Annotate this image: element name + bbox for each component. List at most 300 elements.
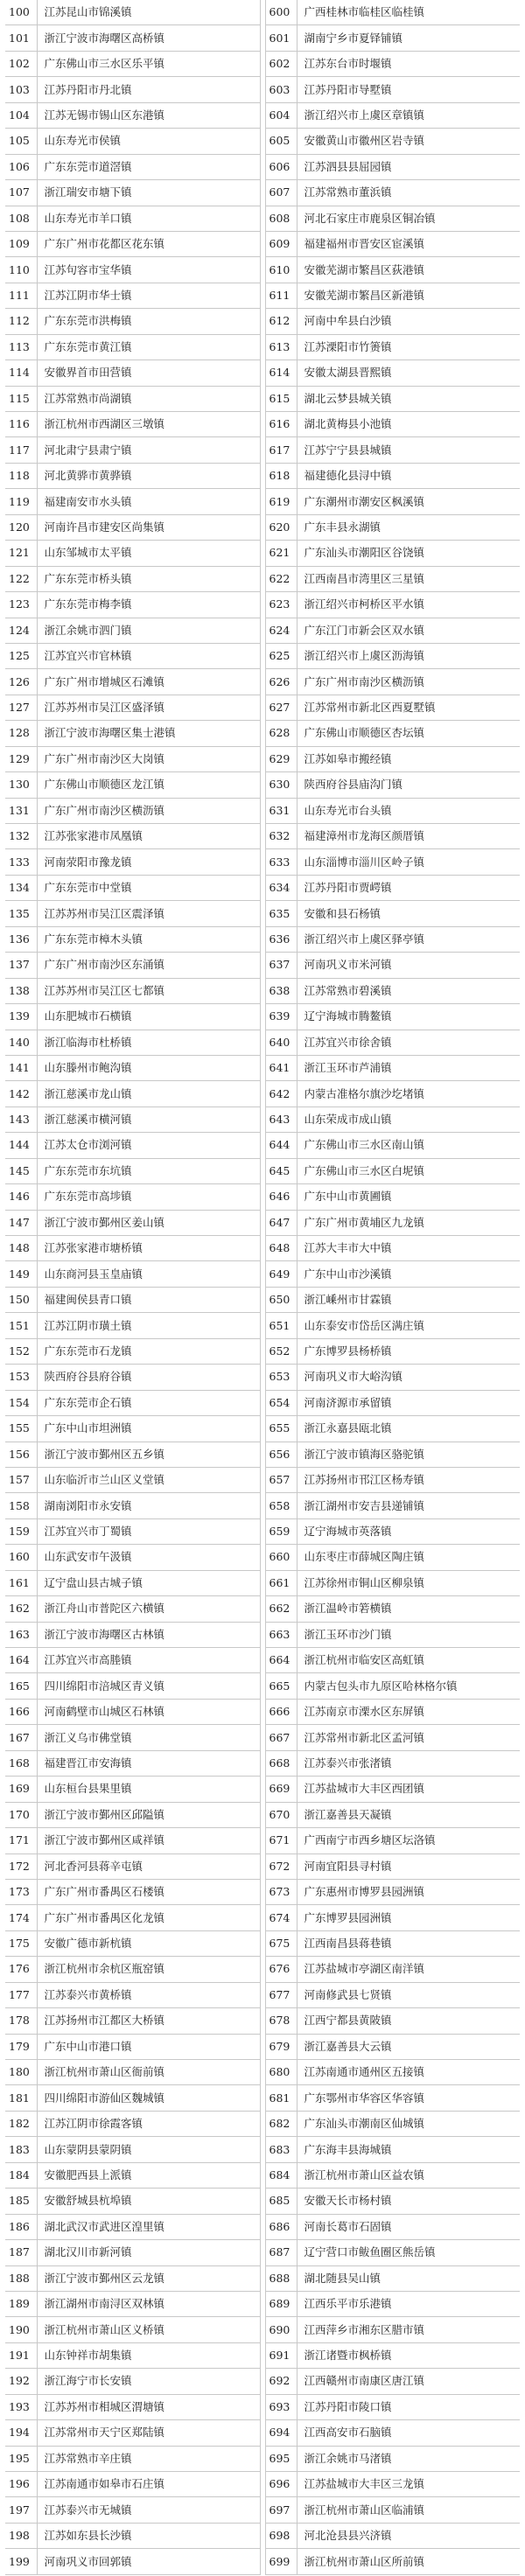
left-rank-cell: 178 xyxy=(5,2008,37,2034)
left-rank-cell: 114 xyxy=(5,360,37,386)
left-rank-cell: 158 xyxy=(5,1493,37,1518)
left-rank-cell: 173 xyxy=(5,1879,37,1904)
table-row xyxy=(5,669,520,695)
left-town-name-cell: 广东东莞市梅李镇 xyxy=(37,592,260,618)
right-town-name-cell: 河南宜阳县寻村镇 xyxy=(297,1853,520,1879)
left-rank-cell: 131 xyxy=(5,798,37,823)
right-town-name-cell: 安徽芜湖市繁昌区新港镇 xyxy=(297,283,520,308)
left-rank-cell: 138 xyxy=(5,978,37,1003)
table-row xyxy=(5,1622,520,1647)
table-row xyxy=(5,463,520,488)
left-town-name-cell: 广东广州市南沙区东涌镇 xyxy=(37,953,260,978)
left-rank-cell: 194 xyxy=(5,2420,37,2446)
right-rank-cell: 644 xyxy=(265,1133,297,1158)
table-row xyxy=(5,1210,520,1235)
left-town-name-cell: 江苏张家港市塘桥镇 xyxy=(37,1236,260,1261)
table-row xyxy=(5,798,520,823)
table-row xyxy=(5,334,520,360)
right-rank-cell: 641 xyxy=(265,1055,297,1080)
right-town-name-cell: 安徽和县石杨镇 xyxy=(297,901,520,926)
table-row xyxy=(5,386,520,411)
right-town-name-cell: 辽宁海城市腾鳌镇 xyxy=(297,1004,520,1030)
left-town-name-cell: 浙江宁波市鄞州区邱隘镇 xyxy=(37,1802,260,1827)
right-town-name-cell: 广东广州市南沙区横沥镇 xyxy=(297,669,520,695)
left-rank-cell: 163 xyxy=(5,1622,37,1647)
table-row xyxy=(5,926,520,952)
right-rank-cell: 616 xyxy=(265,412,297,437)
right-rank-cell: 678 xyxy=(265,2008,297,2034)
right-town-name-cell: 广东广州市黄埔区九龙镇 xyxy=(297,1210,520,1235)
left-rank-cell: 185 xyxy=(5,2189,37,2214)
left-rank-cell: 109 xyxy=(5,231,37,256)
left-town-name-cell: 广东广州市增城区石滩镇 xyxy=(37,669,260,695)
right-town-name-cell: 山东泰安市岱岳区满庄镇 xyxy=(297,1313,520,1338)
right-town-name-cell: 陕西府谷县庙沟门镇 xyxy=(297,772,520,798)
right-rank-cell: 625 xyxy=(265,643,297,668)
table-row xyxy=(5,2342,520,2368)
right-rank-cell: 600 xyxy=(265,0,297,25)
table-row xyxy=(5,1365,520,1390)
left-town-name-cell: 浙江海宁市长安镇 xyxy=(37,2369,260,2394)
right-town-name-cell: 江苏泗县县屈园镇 xyxy=(297,154,520,179)
right-town-name-cell: 浙江绍兴市上虞区沥海镇 xyxy=(297,643,520,668)
right-town-name-cell: 山东寿光市台头镇 xyxy=(297,798,520,823)
right-rank-cell: 640 xyxy=(265,1030,297,1055)
right-rank-cell: 606 xyxy=(265,154,297,179)
right-rank-cell: 664 xyxy=(265,1648,297,1673)
right-rank-cell: 603 xyxy=(265,77,297,102)
table-row xyxy=(5,2008,520,2034)
right-town-name-cell: 湖北黄梅县小池镇 xyxy=(297,412,520,437)
right-town-name-cell: 江西宁都县黄陂镇 xyxy=(297,2008,520,2034)
left-rank-cell: 174 xyxy=(5,1905,37,1930)
table-row xyxy=(5,1518,520,1544)
left-town-name-cell: 江苏宜兴市高塍镇 xyxy=(37,1648,260,1673)
left-town-name-cell: 江苏常州市天宁区郑陆镇 xyxy=(37,2420,260,2446)
left-town-name-cell: 浙江瑞安市塘下镇 xyxy=(37,180,260,206)
right-rank-cell: 671 xyxy=(265,1828,297,1853)
left-town-name-cell: 河北肃宁县肃宁镇 xyxy=(37,437,260,463)
right-town-name-cell: 江苏宜兴市徐舍镇 xyxy=(297,1030,520,1055)
table-row xyxy=(5,875,520,900)
right-town-name-cell: 江苏盐城市大丰区三龙镇 xyxy=(297,2472,520,2497)
right-rank-cell: 624 xyxy=(265,618,297,643)
table-row xyxy=(5,901,520,926)
town-ranking-table xyxy=(5,0,520,2575)
right-town-name-cell: 广西南宁市西乡塘区坛洛镇 xyxy=(297,1828,520,1853)
table-row xyxy=(5,695,520,720)
right-rank-cell: 683 xyxy=(265,2137,297,2162)
right-town-name-cell: 安徽太湖县晋熙镇 xyxy=(297,360,520,386)
left-rank-cell: 107 xyxy=(5,180,37,206)
table-row xyxy=(5,2189,520,2214)
right-rank-cell: 621 xyxy=(265,541,297,566)
left-rank-cell: 171 xyxy=(5,1828,37,1853)
left-town-name-cell: 江苏句容市宝华镇 xyxy=(37,257,260,283)
table-row xyxy=(5,412,520,437)
left-town-name-cell: 浙江宁波市海曙区集士港镇 xyxy=(37,721,260,746)
right-rank-cell: 610 xyxy=(265,257,297,283)
left-town-name-cell: 江苏江阴市徐霞客镇 xyxy=(37,2111,260,2136)
left-town-name-cell: 河北黄骅市黄骅镇 xyxy=(37,463,260,488)
right-town-name-cell: 江苏丹阳市导墅镇 xyxy=(297,77,520,102)
right-rank-cell: 638 xyxy=(265,978,297,1003)
right-town-name-cell: 湖南宁乡市夏铎铺镇 xyxy=(297,25,520,51)
left-town-name-cell: 山东邹城市太平镇 xyxy=(37,541,260,566)
left-rank-cell: 182 xyxy=(5,2111,37,2136)
left-town-name-cell: 湖南浏阳市永安镇 xyxy=(37,1493,260,1518)
left-rank-cell: 161 xyxy=(5,1570,37,1595)
right-town-name-cell: 浙江玉环市芦浦镇 xyxy=(297,1055,520,1080)
left-rank-cell: 168 xyxy=(5,1750,37,1776)
right-rank-cell: 659 xyxy=(265,1518,297,1544)
right-town-name-cell: 江苏丹阳市贾崿镇 xyxy=(297,875,520,900)
right-town-name-cell: 河南修武县七贤镇 xyxy=(297,1982,520,2007)
table-row xyxy=(5,1725,520,1750)
left-rank-cell: 175 xyxy=(5,1930,37,1956)
right-rank-cell: 654 xyxy=(265,1390,297,1415)
table-row xyxy=(5,1828,520,1853)
left-town-name-cell: 广东佛山市顺德区龙江镇 xyxy=(37,772,260,798)
left-rank-cell: 121 xyxy=(5,541,37,566)
table-row xyxy=(5,1081,520,1106)
right-town-name-cell: 浙江绍兴市柯桥区平水镇 xyxy=(297,592,520,618)
right-town-name-cell: 河北沧县县兴济镇 xyxy=(297,2523,520,2548)
left-town-name-cell: 江苏宜兴市官林镇 xyxy=(37,643,260,668)
right-rank-cell: 689 xyxy=(265,2291,297,2316)
left-rank-cell: 108 xyxy=(5,206,37,231)
left-town-name-cell: 江苏江阴市华士镇 xyxy=(37,283,260,308)
left-town-name-cell: 安徽肥西县上派镇 xyxy=(37,2162,260,2188)
right-rank-cell: 676 xyxy=(265,1957,297,1982)
left-town-name-cell: 河南荥阳市豫龙镇 xyxy=(37,849,260,875)
right-town-name-cell: 江苏盐城市亭湖区南洋镇 xyxy=(297,1957,520,1982)
left-town-name-cell: 广东东莞市石龙镇 xyxy=(37,1338,260,1364)
left-town-name-cell: 浙江宁波市海曙区高桥镇 xyxy=(37,25,260,51)
right-rank-cell: 666 xyxy=(265,1699,297,1724)
right-rank-cell: 653 xyxy=(265,1365,297,1390)
right-rank-cell: 618 xyxy=(265,463,297,488)
table-row xyxy=(5,1416,520,1442)
right-rank-cell: 677 xyxy=(265,1982,297,2007)
right-rank-cell: 680 xyxy=(265,2060,297,2085)
table-row xyxy=(5,2420,520,2446)
left-town-name-cell: 浙江宁波市海曙区古林镇 xyxy=(37,1622,260,1647)
left-rank-cell: 117 xyxy=(5,437,37,463)
table-row xyxy=(5,360,520,386)
left-town-name-cell: 江苏无锡市锡山区东港镇 xyxy=(37,102,260,128)
right-town-name-cell: 广东汕头市潮南区仙城镇 xyxy=(297,2111,520,2136)
right-town-name-cell: 河南济源市承留镇 xyxy=(297,1390,520,1415)
right-town-name-cell: 江西高安市石脑镇 xyxy=(297,2420,520,2446)
right-town-name-cell: 山东荣成市成山镇 xyxy=(297,1106,520,1132)
right-rank-cell: 699 xyxy=(265,2549,297,2574)
left-town-name-cell: 福建闽侯县青口镇 xyxy=(37,1287,260,1312)
right-rank-cell: 637 xyxy=(265,953,297,978)
table-row xyxy=(5,514,520,540)
left-town-name-cell: 四川绵阳市涪城区青义镇 xyxy=(37,1673,260,1699)
right-town-name-cell: 浙江嵊州市甘霖镇 xyxy=(297,1287,520,1312)
table-row xyxy=(5,541,520,566)
right-town-name-cell: 广东汕头市潮阳区谷饶镇 xyxy=(297,541,520,566)
right-rank-cell: 650 xyxy=(265,1287,297,1312)
right-town-name-cell: 江苏常熟市董浜镇 xyxy=(297,180,520,206)
left-rank-cell: 160 xyxy=(5,1545,37,1570)
right-rank-cell: 642 xyxy=(265,1081,297,1106)
right-rank-cell: 655 xyxy=(265,1416,297,1442)
left-town-name-cell: 浙江宁波市鄞州区咸祥镇 xyxy=(37,1828,260,1853)
right-town-name-cell: 江苏徐州市铜山区柳泉镇 xyxy=(297,1570,520,1595)
left-town-name-cell: 浙江杭州市萧山区义桥镇 xyxy=(37,2317,260,2342)
table-row xyxy=(5,824,520,849)
left-town-name-cell: 湖北武汉市武进区湟里镇 xyxy=(37,2214,260,2239)
right-rank-cell: 617 xyxy=(265,437,297,463)
right-town-name-cell: 广东丰县永湖镇 xyxy=(297,514,520,540)
left-rank-cell: 176 xyxy=(5,1957,37,1982)
left-rank-cell: 193 xyxy=(5,2394,37,2419)
table-row xyxy=(5,2111,520,2136)
left-rank-cell: 162 xyxy=(5,1596,37,1622)
left-town-name-cell: 江苏苏州市吴江区七都镇 xyxy=(37,978,260,1003)
table-row xyxy=(5,1004,520,1030)
left-rank-cell: 187 xyxy=(5,2240,37,2265)
left-town-name-cell: 山东钟祥市胡集镇 xyxy=(37,2342,260,2368)
left-town-name-cell: 山东武安市午汲镇 xyxy=(37,1545,260,1570)
right-town-name-cell: 浙江杭州市萧山区临浦镇 xyxy=(297,2497,520,2523)
table-row xyxy=(5,206,520,231)
left-town-name-cell: 浙江杭州市萧山区衙前镇 xyxy=(37,2060,260,2085)
left-town-name-cell: 江苏宜兴市丁蜀镇 xyxy=(37,1518,260,1544)
table-row xyxy=(5,746,520,771)
left-town-name-cell: 广东东莞市中堂镇 xyxy=(37,875,260,900)
left-town-name-cell: 江苏常熟市尚湖镇 xyxy=(37,386,260,411)
table-row xyxy=(5,437,520,463)
left-town-name-cell: 广东广州市番禺区化龙镇 xyxy=(37,1905,260,1930)
left-town-name-cell: 广东广州市南沙区横沥镇 xyxy=(37,798,260,823)
right-rank-cell: 660 xyxy=(265,1545,297,1570)
left-town-name-cell: 江苏苏州市吴江区震泽镇 xyxy=(37,901,260,926)
left-town-name-cell: 江苏太仓市浏河镇 xyxy=(37,1133,260,1158)
left-rank-cell: 105 xyxy=(5,129,37,154)
right-rank-cell: 632 xyxy=(265,824,297,849)
right-rank-cell: 633 xyxy=(265,849,297,875)
right-rank-cell: 604 xyxy=(265,102,297,128)
left-rank-cell: 146 xyxy=(5,1184,37,1210)
right-town-name-cell: 浙江诸暨市枫桥镇 xyxy=(297,2342,520,2368)
left-rank-cell: 145 xyxy=(5,1158,37,1183)
right-rank-cell: 630 xyxy=(265,772,297,798)
table-row xyxy=(5,2394,520,2419)
right-town-name-cell: 浙江湖州市安吉县递铺镇 xyxy=(297,1493,520,1518)
right-rank-cell: 629 xyxy=(265,746,297,771)
right-rank-cell: 628 xyxy=(265,721,297,746)
left-town-name-cell: 山东滕州市鲍沟镇 xyxy=(37,1055,260,1080)
left-rank-cell: 151 xyxy=(5,1313,37,1338)
right-rank-cell: 622 xyxy=(265,566,297,591)
table-row xyxy=(5,618,520,643)
table-row xyxy=(5,2060,520,2085)
left-rank-cell: 148 xyxy=(5,1236,37,1261)
right-town-name-cell: 广东海丰县海城镇 xyxy=(297,2137,520,2162)
right-rank-cell: 631 xyxy=(265,798,297,823)
left-rank-cell: 123 xyxy=(5,592,37,618)
right-town-name-cell: 浙江杭州市萧山区益农镇 xyxy=(297,2162,520,2188)
right-rank-cell: 665 xyxy=(265,1673,297,1699)
left-town-name-cell: 浙江杭州市西湖区三墩镇 xyxy=(37,412,260,437)
right-town-name-cell: 河南巩义市米河镇 xyxy=(297,953,520,978)
left-rank-cell: 172 xyxy=(5,1853,37,1879)
right-rank-cell: 672 xyxy=(265,1853,297,1879)
right-town-name-cell: 山东淄博市淄川区岭子镇 xyxy=(297,849,520,875)
table-row xyxy=(5,978,520,1003)
right-town-name-cell: 内蒙古准格尔旗沙圪堵镇 xyxy=(297,1081,520,1106)
table-row xyxy=(5,592,520,618)
right-rank-cell: 696 xyxy=(265,2472,297,2497)
left-rank-cell: 110 xyxy=(5,257,37,283)
left-rank-cell: 128 xyxy=(5,721,37,746)
right-town-name-cell: 浙江杭州市临安区高虹镇 xyxy=(297,1648,520,1673)
left-rank-cell: 150 xyxy=(5,1287,37,1312)
right-town-name-cell: 安徽芜湖市繁昌区荻港镇 xyxy=(297,257,520,283)
table-row xyxy=(5,1236,520,1261)
left-town-name-cell: 广东广州市番禺区石楼镇 xyxy=(37,1879,260,1904)
left-town-name-cell: 山东寿光市侯镇 xyxy=(37,129,260,154)
table-row xyxy=(5,772,520,798)
right-town-name-cell: 广东佛山市顺德区杏坛镇 xyxy=(297,721,520,746)
table-row xyxy=(5,2317,520,2342)
table-row xyxy=(5,1545,520,1570)
left-rank-cell: 184 xyxy=(5,2162,37,2188)
table-row xyxy=(5,1699,520,1724)
left-rank-cell: 144 xyxy=(5,1133,37,1158)
right-rank-cell: 693 xyxy=(265,2394,297,2419)
right-rank-cell: 652 xyxy=(265,1338,297,1364)
left-town-name-cell: 江苏泰兴市黄桥镇 xyxy=(37,1982,260,2007)
table-row xyxy=(5,1905,520,1930)
right-town-name-cell: 浙江玉环市沙门镇 xyxy=(297,1622,520,1647)
right-rank-cell: 661 xyxy=(265,1570,297,1595)
table-row xyxy=(5,1673,520,1699)
right-town-name-cell: 安徽天长市杨村镇 xyxy=(297,2189,520,2214)
right-town-name-cell: 江西乐平市乐港镇 xyxy=(297,2291,520,2316)
right-town-name-cell: 江苏丹阳市陵口镇 xyxy=(297,2394,520,2419)
right-town-name-cell: 广东惠州市博罗县园洲镇 xyxy=(297,1879,520,1904)
left-rank-cell: 132 xyxy=(5,824,37,849)
left-town-name-cell: 河南巩义市回郭镇 xyxy=(37,2549,260,2574)
left-rank-cell: 167 xyxy=(5,1725,37,1750)
left-town-name-cell: 广东中山市坦洲镇 xyxy=(37,1416,260,1442)
table-row xyxy=(5,2523,520,2548)
right-rank-cell: 619 xyxy=(265,489,297,514)
table-row xyxy=(5,51,520,76)
left-rank-cell: 164 xyxy=(5,1648,37,1673)
table-row xyxy=(5,2214,520,2239)
right-town-name-cell: 江苏盐城市大丰区西团镇 xyxy=(297,1777,520,1802)
right-rank-cell: 669 xyxy=(265,1777,297,1802)
table-row xyxy=(5,1158,520,1183)
right-town-name-cell: 江苏大丰市大中镇 xyxy=(297,1236,520,1261)
left-rank-cell: 189 xyxy=(5,2291,37,2316)
table-row xyxy=(5,566,520,591)
left-town-name-cell: 安徽界首市田营镇 xyxy=(37,360,260,386)
left-rank-cell: 116 xyxy=(5,412,37,437)
left-town-name-cell: 广东东莞市高埗镇 xyxy=(37,1184,260,1210)
right-town-name-cell: 浙江绍兴市上虞区驿亭镇 xyxy=(297,926,520,952)
left-town-name-cell: 广东东莞市黄江镇 xyxy=(37,334,260,360)
left-town-name-cell: 山东临沂市兰山区义堂镇 xyxy=(37,1467,260,1492)
right-rank-cell: 697 xyxy=(265,2497,297,2523)
table-row xyxy=(5,1467,520,1492)
right-rank-cell: 612 xyxy=(265,309,297,334)
right-rank-cell: 685 xyxy=(265,2189,297,2214)
right-rank-cell: 635 xyxy=(265,901,297,926)
table-row xyxy=(5,283,520,308)
right-rank-cell: 692 xyxy=(265,2369,297,2394)
left-rank-cell: 134 xyxy=(5,875,37,900)
right-town-name-cell: 浙江永嘉县瓯北镇 xyxy=(297,1416,520,1442)
left-rank-cell: 197 xyxy=(5,2497,37,2523)
right-rank-cell: 682 xyxy=(265,2111,297,2136)
right-rank-cell: 626 xyxy=(265,669,297,695)
right-rank-cell: 691 xyxy=(265,2342,297,2368)
left-rank-cell: 195 xyxy=(5,2446,37,2471)
left-town-name-cell: 浙江杭州市余杭区瓶窑镇 xyxy=(37,1957,260,1982)
right-rank-cell: 684 xyxy=(265,2162,297,2188)
right-town-name-cell: 湖北云梦县城关镇 xyxy=(297,386,520,411)
left-town-name-cell: 浙江临海市杜桥镇 xyxy=(37,1030,260,1055)
table-row xyxy=(5,1133,520,1158)
left-rank-cell: 101 xyxy=(5,25,37,51)
left-town-name-cell: 福建南安市水头镇 xyxy=(37,489,260,514)
left-rank-cell: 112 xyxy=(5,309,37,334)
right-town-name-cell: 安徽黄山市徽州区岩寺镇 xyxy=(297,129,520,154)
table-row xyxy=(5,2497,520,2523)
right-rank-cell: 657 xyxy=(265,1467,297,1492)
table-row xyxy=(5,1930,520,1956)
left-rank-cell: 139 xyxy=(5,1004,37,1030)
right-town-name-cell: 广西桂林市临桂区临桂镇 xyxy=(297,0,520,25)
left-town-name-cell: 江苏扬州市江都区大桥镇 xyxy=(37,2008,260,2034)
right-rank-cell: 615 xyxy=(265,386,297,411)
right-town-name-cell: 河南中牟县白沙镇 xyxy=(297,309,520,334)
right-town-name-cell: 江苏如皋市搬经镇 xyxy=(297,746,520,771)
table-row xyxy=(5,1055,520,1080)
right-town-name-cell: 广东鄂州市华容区华容镇 xyxy=(297,2085,520,2111)
left-rank-cell: 192 xyxy=(5,2369,37,2394)
left-town-name-cell: 广东广州市南沙区大岗镇 xyxy=(37,746,260,771)
right-town-name-cell: 江苏东台市时堰镇 xyxy=(297,51,520,76)
table-row xyxy=(5,0,520,25)
left-town-name-cell: 江苏常熟市辛庄镇 xyxy=(37,2446,260,2471)
table-row xyxy=(5,1493,520,1518)
right-rank-cell: 663 xyxy=(265,1622,297,1647)
right-rank-cell: 695 xyxy=(265,2446,297,2471)
table-row xyxy=(5,1802,520,1827)
left-town-name-cell: 江苏泰兴市无城镇 xyxy=(37,2497,260,2523)
table-row xyxy=(5,1750,520,1776)
table-row xyxy=(5,2472,520,2497)
right-town-name-cell: 江苏溧阳市竹箦镇 xyxy=(297,334,520,360)
right-rank-cell: 688 xyxy=(265,2265,297,2291)
right-rank-cell: 601 xyxy=(265,25,297,51)
table-row xyxy=(5,180,520,206)
table-row xyxy=(5,953,520,978)
left-rank-cell: 188 xyxy=(5,2265,37,2291)
right-rank-cell: 649 xyxy=(265,1261,297,1287)
right-rank-cell: 647 xyxy=(265,1210,297,1235)
table-row xyxy=(5,25,520,51)
right-rank-cell: 605 xyxy=(265,129,297,154)
